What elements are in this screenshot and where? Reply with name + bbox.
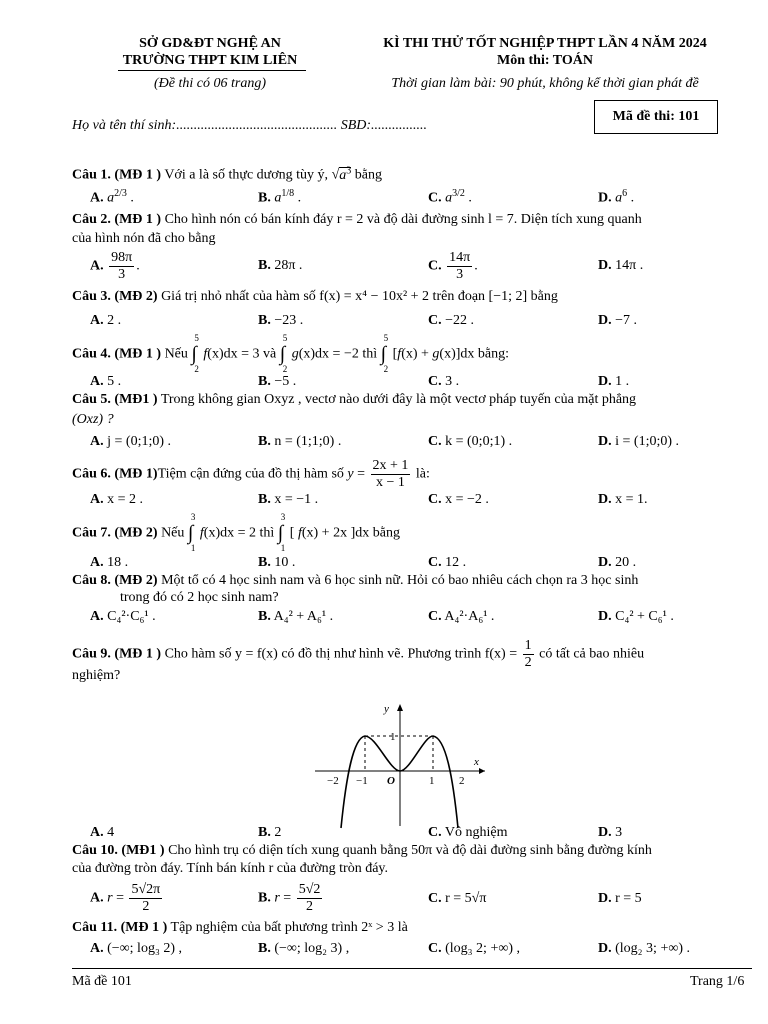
q6-option-d[interactable]: D. x = 1. — [598, 492, 648, 507]
q9-option-a[interactable]: A. 4 — [90, 825, 115, 840]
question-11: Câu 11. (MĐ 1 ) Tập nghiệm của bất phương trình 2ˣ > 3 là — [72, 920, 408, 935]
q3-option-d[interactable]: D. −7 . — [598, 313, 638, 328]
school-name: TRƯỜNG THPT KIM LIÊN — [122, 53, 298, 68]
q1-option-c[interactable]: C. $a^{3/2}$ . — [428, 188, 472, 206]
origin-label: O — [387, 775, 395, 787]
question-9-line2: nghiệm? — [72, 668, 121, 683]
q7-option-b[interactable]: B. 10 . — [258, 555, 296, 570]
q10-option-a[interactable]: A. r = $\frac{5√2\pi}{2}$ — [90, 882, 161, 914]
question-10: Câu 10. (MĐ1 ) Cho hình trụ có diện tích xung quanh bằng 50π và độ dài đường sinh bằng đường kính — [72, 843, 652, 858]
q11-option-b[interactable]: B. (−∞; log₂ 3) , — [258, 941, 350, 956]
q10-option-b[interactable]: B. r = $\frac{5√2}{2}$ — [258, 882, 321, 914]
q3-option-b[interactable]: B. −23 . — [258, 313, 304, 328]
tick-x-minus2: −2 — [327, 775, 339, 787]
q1-option-a[interactable]: A. $a^{2/3}$ . — [90, 188, 134, 206]
q1-option-d[interactable]: D. $a^6$ . — [598, 188, 635, 206]
x-axis-arrow — [479, 768, 485, 774]
x-axis-label: x — [474, 756, 479, 768]
q9-option-d[interactable]: D. 3 — [598, 825, 623, 840]
q5-option-c[interactable]: C. k = (0;0;1) . — [428, 434, 513, 449]
y-axis-label: y — [384, 703, 389, 715]
question-3: Câu 3. (MĐ 2) Giá trị nhỏ nhất của hàm số f(x) = x⁴ − 10x² + 2 trên đoạn [−1; 2] bằng — [72, 289, 558, 304]
footer-rule — [72, 968, 752, 969]
function-graph — [310, 698, 490, 830]
q2-option-b[interactable]: B. 28π . — [258, 258, 303, 273]
q2-option-c[interactable]: C. $\frac{14\pi}{3}$ . — [428, 250, 478, 282]
question-2-line2: của hình nón đã cho bằng — [72, 231, 216, 246]
exam-title: KÌ THI THỬ TỐT NGHIỆP THPT LẦN 4 NĂM 2024 — [383, 36, 707, 51]
q3-option-c[interactable]: C. −22 . — [428, 313, 475, 328]
exam-code-box: Mã đề thi: 101 — [594, 100, 718, 134]
tick-x-1: 1 — [429, 775, 435, 787]
tick-x-2: 2 — [459, 775, 465, 787]
q5-option-b[interactable]: B. n = (1;1;0) . — [258, 434, 342, 449]
q11-option-d[interactable]: D. (log₂ 3; +∞) . — [598, 941, 690, 956]
time-note: Thời gian làm bài: 90 phút, không kể thời gian phát đề — [391, 76, 699, 91]
q4-option-c[interactable]: C. 3 . — [428, 374, 460, 389]
q3-option-a[interactable]: A. 2 . — [90, 313, 122, 328]
subject: Môn thi: TOÁN — [497, 53, 593, 68]
name-line: Họ và tên thí sinh:.............................................. SBD:................ — [72, 118, 428, 133]
question-2: Câu 2. (MĐ 1 ) Cho hình nón có bán kính đáy r = 2 và độ dài đường sinh l = 7. Diện tích xung quanh — [72, 212, 642, 227]
question-8-line2: trong đó có 2 học sinh nam? — [120, 590, 279, 605]
question-1: Câu 1. (MĐ 1 ) Với a là số thực dương tùy ý, $√a^3$ bằng — [72, 165, 382, 183]
question-7: Câu 7. (MĐ 2) Nếu ∫ 3 1 f(x)dx = 2 thì ∫ 3 1 [ f(x) + 2x ]dx bằng — [72, 512, 400, 553]
q10-option-d[interactable]: D. r = 5 — [598, 891, 642, 906]
tick-y-1: 1 — [390, 731, 396, 743]
q6-option-a[interactable]: A. x = 2 . — [90, 492, 144, 507]
q9-option-c[interactable]: C. Vô nghiệm — [428, 825, 508, 840]
q4-option-d[interactable]: D. 1 . — [598, 374, 630, 389]
footer-page-number: Trang 1/6 — [690, 974, 745, 989]
q8-option-c[interactable]: C. A₄²·A₆¹ . — [428, 609, 495, 624]
q11-option-a[interactable]: A. (−∞; log₃ 2) , — [90, 941, 182, 956]
q7-option-c[interactable]: C. 12 . — [428, 555, 467, 570]
tick-x-minus1: −1 — [356, 775, 368, 787]
org-name: SỞ GD&ĐT NGHỆ AN — [139, 36, 281, 51]
question-5-line2: (Oxz) ? — [72, 412, 114, 427]
footer-exam-code: Mã đề 101 — [72, 974, 132, 989]
q6-option-b[interactable]: B. x = −1 . — [258, 492, 319, 507]
q10-option-c[interactable]: C. r = 5√π — [428, 891, 487, 906]
q4-option-b[interactable]: B. −5 . — [258, 374, 297, 389]
q6-option-c[interactable]: C. x = −2 . — [428, 492, 489, 507]
question-8: Câu 8. (MĐ 2) Một tổ có 4 học sinh nam và 6 học sinh nữ. Hỏi có bao nhiêu cách chọn ra 3 học sinh — [72, 573, 639, 588]
question-10-line2: của đường tròn đáy. Tính bán kính r của đường tròn đáy. — [72, 861, 389, 876]
question-4: Câu 4. (MĐ 1 ) Nếu ∫ 5 2 f(x)dx = 3 và ∫ 5 2 g(x)dx = −2 thì ∫ 5 2 [f(x) + g(x)]dx bằng: — [72, 333, 510, 374]
q1-option-b[interactable]: B. $a^{1/8}$ . — [258, 188, 302, 206]
q5-option-d[interactable]: D. i = (1;0;0) . — [598, 434, 680, 449]
q2-option-a[interactable]: A. $\frac{98\pi}{3}$ . — [90, 250, 140, 282]
school-underline — [118, 70, 306, 71]
q7-option-d[interactable]: D. 20 . — [598, 555, 637, 570]
pages-note: (Đề thi có 06 trang) — [154, 76, 266, 91]
q8-option-b[interactable]: B. A₄² + A₆¹ . — [258, 609, 334, 624]
q8-option-a[interactable]: A. C₄²·C₆¹ . — [90, 609, 156, 624]
q4-option-a[interactable]: A. 5 . — [90, 374, 122, 389]
q5-option-a[interactable]: A. j = (0;1;0) . — [90, 434, 172, 449]
question-5: Câu 5. (MĐ1 ) Trong không gian Oxyz , vectơ nào dưới đây là một vectơ pháp tuyến của mặt phẳng — [72, 392, 637, 407]
q9-option-b[interactable]: B. 2 — [258, 825, 282, 840]
y-axis-arrow — [397, 704, 403, 711]
question-9: Câu 9. (MĐ 1 ) Cho hàm số y = f(x) có đồ thị như hình vẽ. Phương trình f(x) = $\frac{1}{2}$ có tất cả bao nhiêu — [72, 638, 645, 670]
q8-option-d[interactable]: D. C₄² + C₆¹ . — [598, 609, 674, 624]
q7-option-a[interactable]: A. 18 . — [90, 555, 129, 570]
q11-option-c[interactable]: C. (log₃ 2; +∞) , — [428, 941, 520, 956]
q2-option-d[interactable]: D. 14π . — [598, 258, 644, 273]
question-6: Câu 6. (MĐ 1)Tiệm cận đứng của đồ thị hàm số y = $\frac{2x + 1}{x - 1}$ là: — [72, 458, 430, 490]
